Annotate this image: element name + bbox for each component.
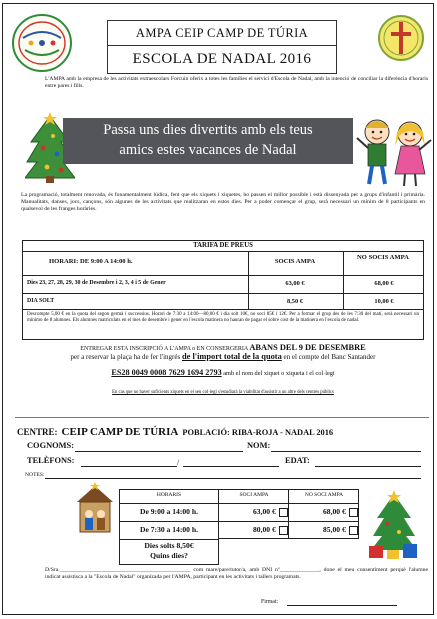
- centre-label: CENTRE:: [17, 427, 58, 437]
- iban-suffix: amb el nom del xiquet o xiqueta i el col·legi: [223, 370, 335, 377]
- program-description: La programació, totalment renovada, és fonamentalment lúdica, fent que els xiquets i xiquetes, ho passen el millor possible i està dissenyada per a grups d'infantil i primària. Manualitats, danses, jocs, cançons, són algunes de les activitats que realitzaran en estos dies. Per a poder començar el grup, serà necessari un mínim de 8 participants en qualsevol de les franges horàries.: [21, 192, 425, 213]
- reg-note: En cas que no haver suficients xiquets en el seu col·legi s'estudiarà la viabilitat d'assistir a un altre dels centres públics: [112, 390, 334, 395]
- price-note: Descompte 5,00 € en la quota del segon germà i successius. Horari de 7:30 a 14:00—80,00 € i dia solt 10€, no soci 85€ i 12€. Per a formar el grup des de les 7:30 del matí, serà necessari un mínimo de 8 alumnes. Els alumnes matriculats en el mes de desembre i gener en l'escola matinera no hauran de pagar el sobre cost de la matinera en l'escola de nadal.: [27, 312, 419, 324]
- row1-no-socis-price: 68,00 €: [374, 280, 394, 287]
- title-box: [107, 20, 337, 74]
- notes-field[interactable]: [45, 478, 421, 479]
- document-page: [2, 3, 434, 615]
- gifts-tree-illustration: [367, 490, 421, 560]
- reg-line-1-a: ENTREGAR ESTA INSCRIPCIÓ A L'AMPA o EN CONSERGERIA: [80, 346, 248, 352]
- col-soci: SOCI AMPA: [239, 492, 269, 498]
- reg-iban-line: [21, 368, 425, 379]
- banner-line-2: amics estes vacances de Nadal: [119, 142, 297, 158]
- nativity-illustration: [73, 482, 117, 538]
- table-rule: [119, 539, 219, 540]
- poblacio-text: POBLACIÓ: RIBA-ROJA - NADAL 2016: [182, 428, 334, 437]
- horaris-table: [119, 489, 359, 565]
- registration-info: [21, 343, 425, 409]
- col-horaris: HORARIS: [156, 492, 182, 498]
- promo-banner: [63, 118, 353, 164]
- row2-time: De 7:30 a 14:00 h.: [139, 525, 198, 534]
- nom-label: NOM:: [247, 441, 271, 450]
- centre-row: [17, 422, 427, 436]
- edat-field[interactable]: [315, 466, 421, 467]
- page-title: AMPA CEIP CAMP DE TÚRIA: [135, 26, 309, 40]
- cognoms-field[interactable]: [75, 451, 243, 452]
- page-subtitle: ESCOLA DE NADAL 2016: [132, 51, 312, 67]
- cognoms-label: COGNOMS:: [27, 441, 74, 450]
- row1-no-soci-price: 68,00 €: [323, 507, 346, 516]
- table-rule: [23, 293, 423, 294]
- consent-text: D/Sra.______________________________________________ com mare/pare/tutor/a, amb DNI nº______________, done el meu consentiment perquè l'alumne indicat assistisca a la "Escola de Nadal" organizada per l'AMPA, participant en les activitats i tallers programats.: [45, 567, 428, 581]
- row2-no-soci-checkbox[interactable]: [349, 526, 358, 535]
- cut-divider: [15, 417, 429, 418]
- price-table: [22, 240, 424, 340]
- telefons-label: TELÈFONS:: [27, 456, 75, 465]
- table-rule: [248, 251, 249, 309]
- table-rule: [119, 503, 359, 504]
- intro-paragraph: L'AMPA amb la empresa de les activitats extraescolars Forcuin oferix a totes les famílies el servici d'Escola de Nadal, amb la intenció de conciliar la diferència d'horaris entre pares i fills.: [45, 76, 428, 90]
- row2-no-socis-price: 10,00 €: [374, 298, 394, 305]
- table-rule: [23, 309, 423, 310]
- row1-no-soci-checkbox[interactable]: [349, 508, 358, 517]
- table-rule: [23, 275, 423, 276]
- telefon-1-field[interactable]: [81, 466, 177, 467]
- row2-no-soci-price: 85,00 €: [323, 525, 346, 534]
- reg-line-2-a: per a reservar la plaça ha de fer l'ingrés: [70, 353, 181, 361]
- banner-text: [63, 120, 353, 160]
- col-no-soci: NO SOCI AMPA: [304, 492, 344, 498]
- reg-line-2: [21, 352, 425, 362]
- table-rule: [343, 251, 344, 309]
- col-socis-ampa: SOCIS AMPA: [274, 258, 316, 265]
- col-no-socis-ampa: NO SOCIS AMPA: [357, 254, 409, 261]
- quins-dies: Quins dies?: [150, 551, 188, 560]
- telefons-separator: /: [177, 458, 180, 467]
- row1-time: De 9:00 a 14:00 h.: [139, 507, 198, 516]
- row1-socis-price: 63,00 €: [285, 280, 305, 287]
- row1-soci-checkbox[interactable]: [279, 508, 288, 517]
- centre-value: CEIP CAMP DE TÚRIA: [61, 426, 179, 438]
- notes-label: NOTES:: [25, 472, 45, 478]
- iban-number: ES28 0049 0008 7629 1694 2793: [111, 368, 222, 377]
- table-rule: [119, 521, 359, 522]
- row2-socis-price: 8,50 €: [287, 298, 303, 305]
- row1-soci-price: 63,00 €: [253, 507, 276, 516]
- kids-illustration: [355, 114, 433, 190]
- nom-field[interactable]: [271, 451, 421, 452]
- firma-label: Firmat:: [261, 599, 279, 605]
- row2-label: DIA SOLT: [27, 298, 55, 304]
- row2-soci-price: 80,00 €: [253, 525, 276, 534]
- banner-line-1: Passa uns dies divertits amb els teus: [103, 122, 313, 138]
- horari-label: HORARI: DE 9:00 A 14:00 h.: [49, 258, 133, 265]
- dies-solts: Dies solts 8,50€: [144, 541, 194, 550]
- reg-line-2-c: en el compte del Banc Santander: [283, 353, 376, 361]
- price-table-title: TARIFA DE PREUS: [193, 242, 253, 249]
- row2-soci-checkbox[interactable]: [279, 526, 288, 535]
- telefon-2-field[interactable]: [183, 466, 279, 467]
- reg-line-2-b: de l'import total de la quota: [181, 352, 282, 361]
- row1-days: Dies 23, 27, 28, 29, 30 de Desembre i 2, 3, 4 i 5 de Gener: [27, 280, 166, 286]
- signature-field[interactable]: [287, 605, 397, 606]
- school-logo: [377, 14, 425, 62]
- edat-label: EDAT:: [285, 456, 310, 465]
- ampa-logo: [11, 12, 73, 74]
- reg-deadline: ABANS DEL 9 DE DESEMBRE: [249, 343, 366, 352]
